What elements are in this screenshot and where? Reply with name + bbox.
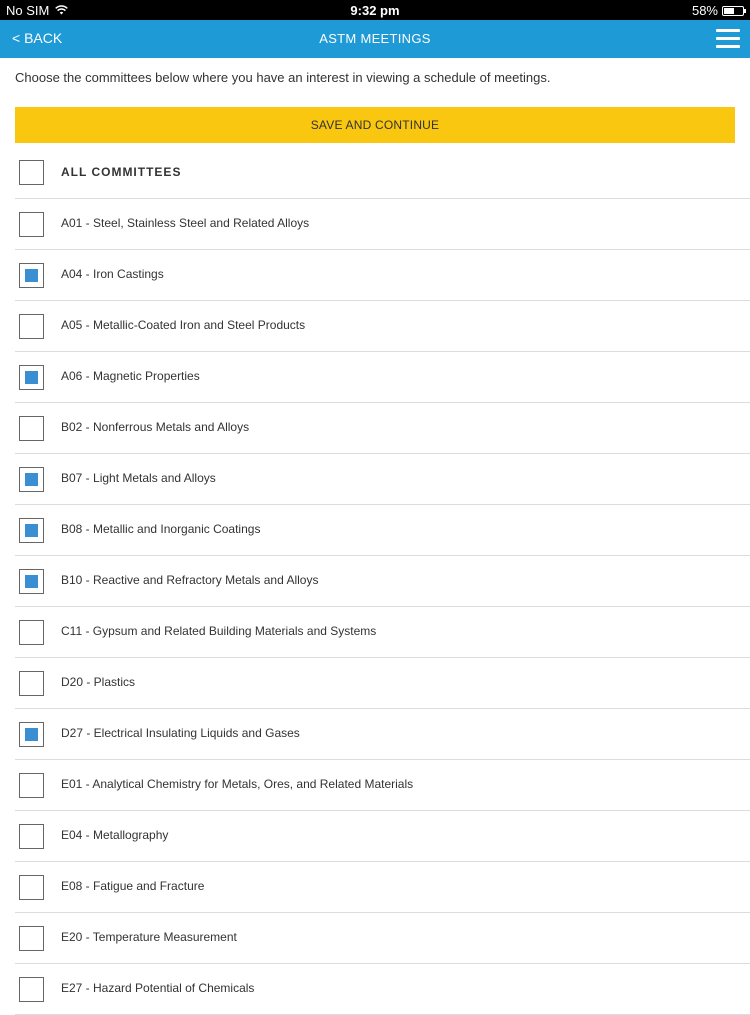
- committee-checkbox[interactable]: [19, 518, 44, 543]
- committee-row[interactable]: [15, 250, 750, 301]
- committee-label: E04 - Metallography: [61, 828, 169, 842]
- status-time: 9:32 pm: [350, 3, 400, 18]
- committee-label: E01 - Analytical Chemistry for Metals, Ores, and Related Materials: [61, 777, 414, 791]
- committee-row[interactable]: [15, 811, 750, 862]
- committee-checkbox[interactable]: [19, 212, 44, 237]
- committee-checkbox[interactable]: [19, 467, 44, 492]
- committee-row[interactable]: [15, 199, 750, 250]
- carrier-label: No SIM: [6, 3, 50, 18]
- all-committees-label: ALL COMMITTEES: [61, 165, 182, 179]
- committee-checkbox[interactable]: [19, 671, 44, 696]
- committee-checkbox[interactable]: [19, 263, 44, 288]
- committee-row[interactable]: [15, 403, 750, 454]
- save-and-continue-button[interactable]: SAVE AND CONTINUE: [15, 107, 735, 143]
- checkmark-fill: [25, 524, 38, 537]
- committee-checkbox[interactable]: [19, 314, 44, 339]
- committee-row[interactable]: [15, 454, 750, 505]
- checkmark-fill: [25, 371, 38, 384]
- battery-icon: [722, 6, 744, 16]
- all-committees-row[interactable]: [15, 146, 750, 199]
- committee-list: [0, 146, 750, 1015]
- back-button[interactable]: < BACK: [12, 30, 63, 46]
- committee-checkbox[interactable]: [19, 926, 44, 951]
- committee-label: E27 - Hazard Potential of Chemicals: [61, 981, 255, 995]
- committee-checkbox[interactable]: [19, 722, 44, 747]
- committee-label: E20 - Temperature Measurement: [61, 930, 237, 944]
- committee-row[interactable]: [15, 709, 750, 760]
- checkmark-fill: [25, 728, 38, 741]
- committee-checkbox[interactable]: [19, 569, 44, 594]
- committee-label: A01 - Steel, Stainless Steel and Related Alloys: [61, 216, 310, 230]
- hamburger-icon[interactable]: [716, 28, 740, 50]
- status-left: [6, 3, 68, 18]
- committee-label: B07 - Light Metals and Alloys: [61, 471, 216, 485]
- committee-label: D27 - Electrical Insulating Liquids and Gases: [61, 726, 300, 740]
- battery-percent: 58%: [691, 3, 718, 18]
- committee-label: D20 - Plastics: [61, 675, 136, 689]
- page-title: ASTM MEETINGS: [319, 31, 431, 46]
- status-bar: [0, 0, 750, 20]
- committee-label: B10 - Reactive and Refractory Metals and Alloys: [61, 573, 319, 587]
- committee-checkbox[interactable]: [19, 620, 44, 645]
- committee-checkbox[interactable]: [19, 416, 44, 441]
- committee-label: B02 - Nonferrous Metals and Alloys: [61, 420, 250, 434]
- committee-checkbox[interactable]: [19, 875, 44, 900]
- committee-row[interactable]: [15, 964, 750, 1015]
- checkmark-fill: [25, 269, 38, 282]
- battery-level: [724, 8, 734, 14]
- committee-row[interactable]: [15, 658, 750, 709]
- committee-row[interactable]: [15, 607, 750, 658]
- committee-row[interactable]: [15, 301, 750, 352]
- committee-checkbox[interactable]: [19, 977, 44, 1002]
- intro-text: Choose the committees below where you have an interest in viewing a schedule of meetings.: [15, 70, 551, 85]
- committee-row[interactable]: [15, 760, 750, 811]
- committee-row[interactable]: [15, 556, 750, 607]
- committee-label: E08 - Fatigue and Fracture: [61, 879, 205, 893]
- committee-label: C11 - Gypsum and Related Building Materials and Systems: [61, 624, 377, 638]
- all-committees-checkbox[interactable]: [19, 160, 44, 185]
- committee-checkbox[interactable]: [19, 824, 44, 849]
- committee-row[interactable]: [15, 352, 750, 403]
- committee-label: B08 - Metallic and Inorganic Coatings: [61, 522, 261, 536]
- committee-checkbox[interactable]: [19, 773, 44, 798]
- checkmark-fill: [25, 575, 38, 588]
- nav-bar: [0, 20, 750, 58]
- committee-checkbox[interactable]: [19, 365, 44, 390]
- committee-row[interactable]: [15, 505, 750, 556]
- wifi-icon: [55, 3, 68, 18]
- committee-row[interactable]: [15, 913, 750, 964]
- checkmark-fill: [25, 473, 38, 486]
- committee-label: A06 - Magnetic Properties: [61, 369, 200, 383]
- committee-label: A04 - Iron Castings: [61, 267, 164, 281]
- committee-row[interactable]: [15, 862, 750, 913]
- committee-label: A05 - Metallic-Coated Iron and Steel Products: [61, 318, 306, 332]
- status-right: [692, 3, 744, 18]
